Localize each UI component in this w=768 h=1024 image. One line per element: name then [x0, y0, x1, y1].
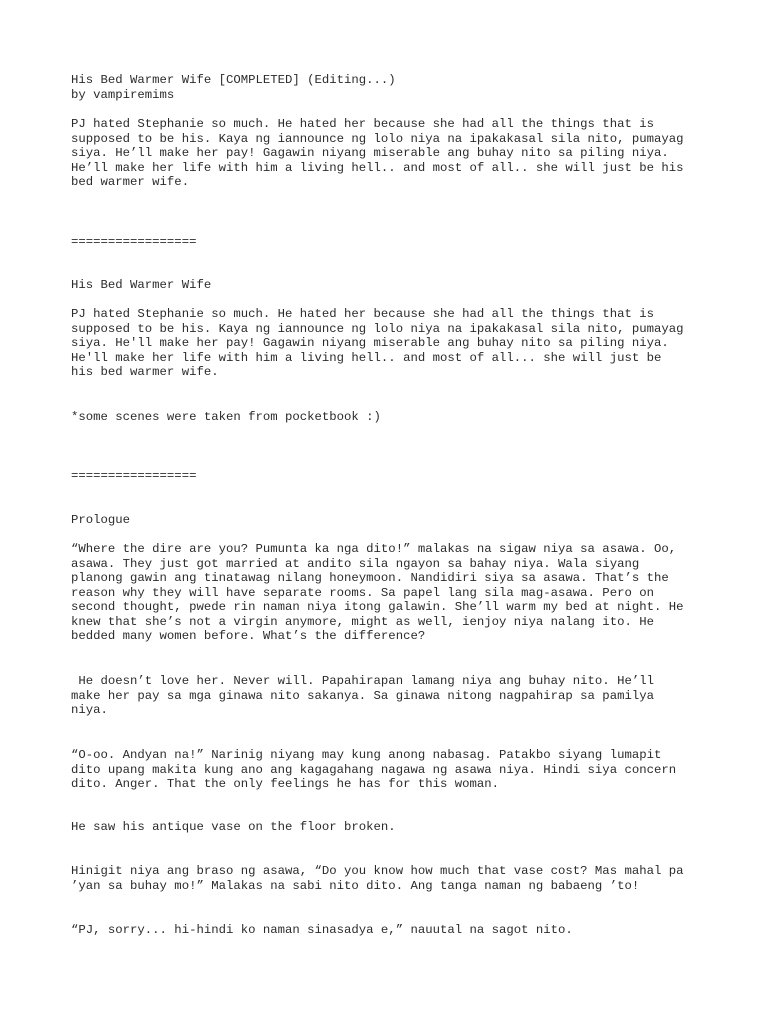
synopsis-1-line: He’ll make her life with him a living hell.. and most of all.. she will just be his [71, 160, 684, 175]
synopsis-2-line: supposed to be his. Kaya ng iannounce ng lolo niya na ipakakasal sila nito, pumayag [71, 321, 684, 336]
paragraph-2 [71, 674, 654, 718]
synopsis-1-line: PJ hated Stephanie so much. He hated her because she had all the things that is [71, 117, 654, 131]
synopsis-block-1 [71, 117, 684, 190]
note-line: *some scenes were taken from pocketbook :) [71, 410, 381, 424]
paragraph-4 [71, 820, 396, 835]
synopsis-1-line: siya. He’ll make her pay! Gagawin niyang miserable ang buhay nito sa piling niya. [71, 146, 669, 160]
prologue-heading-line: Prologue [71, 513, 131, 527]
synopsis-2-line: PJ hated Stephanie so much. He hated her because she had all the things that is [71, 307, 654, 321]
paragraph-1-line: bedded many women before. What’s the difference? [71, 629, 426, 643]
synopsis-1-line: supposed to be his. Kaya ng iannounce ng lolo niya na ipakakasal sila nito, pumayag [71, 131, 684, 146]
paragraph-4-line: He saw his antique vase on the floor broken. [71, 820, 396, 834]
paragraph-3-line: dito upang makita kung ano ang kagagahang nagawa ng asawa niya. Hindi siya concern [71, 762, 677, 777]
document-header [71, 73, 396, 102]
separator-line: ================= [71, 235, 197, 249]
prologue-heading [71, 513, 130, 528]
paragraph-1-line: reason why they will have separate rooms. Sa papel lang sila mag-asawa. Pero on [71, 585, 654, 600]
synopsis-2-line: He'll make her life with him a living hell.. and most of all... she will just be [71, 350, 662, 365]
author-byline: by vampiremims [71, 87, 175, 102]
paragraph-1-line: second thought, pwede rin naman niya itong galawin. She’ll warm my bed at night. He [71, 600, 684, 614]
paragraph-3-line: “O-oo. Andyan na!” Narinig niyang may kung anong nabasag. Patakbo siyang lumapit [71, 748, 662, 762]
paragraph-1-line: asawa. They just got married at andito sila ngayon sa bahay niya. Wala siyang [71, 556, 640, 571]
note-block [71, 410, 381, 425]
paragraph-2-line: make her pay sa mga ginawa nito sakanya. Sa ginawa nitong nagpahirap sa pamilya [71, 688, 654, 703]
paragraph-1-line: planong gawin ang tinatawag nilang honeymoon. Nandidiri siya sa asawa. That’s the [71, 571, 669, 585]
synopsis-2-line: siya. He'll make her pay! Gagawin niyang miserable ang buhay nito sa piling niya. [71, 336, 669, 350]
section-title-line: His Bed Warmer Wife [71, 278, 212, 292]
synopsis-2-line: his bed warmer wife. [71, 365, 219, 379]
paragraph-6 [71, 923, 573, 938]
synopsis-block-2 [71, 307, 684, 380]
paragraph-1-line: “Where the dire are you? Pumunta ka nga dito!” malakas na sigaw niya sa asawa. Oo, [71, 542, 677, 556]
paragraph-5-line: Hinigit niya ang braso ng asawa, “Do you know how much that vase cost? Mas mahal pa [71, 864, 684, 878]
paragraph-5-line: ’yan sa buhay mo!” Malakas na sabi nito dito. Ang tanga naman ng babaeng ’to! [71, 878, 640, 893]
paragraph-6-line: “PJ, sorry... hi-hindi ko naman sinasadya e,” nauutal na sagot nito. [71, 923, 573, 937]
paragraph-3-line: dito. Anger. That the only feelings he has for this woman. [71, 777, 500, 791]
synopsis-1-line: bed warmer wife. [71, 175, 190, 189]
paragraph-1 [71, 542, 684, 644]
paragraph-2-line: niya. [71, 703, 108, 717]
separator-2 [71, 469, 196, 484]
separator-1 [71, 235, 196, 250]
paragraph-1-line: knew that she’s not a virgin anymore, might as well, ienjoy niya nalang ito. He [71, 614, 654, 629]
separator-line: ================= [71, 469, 197, 483]
paragraph-2-line: He doesn’t love her. Never will. Papahirapan lamang niya ang buhay nito. He’ll [71, 674, 654, 688]
paragraph-5 [71, 864, 684, 893]
story-title-line: His Bed Warmer Wife [COMPLETED] (Editing...) [71, 73, 396, 87]
section-title [71, 278, 211, 293]
paragraph-3 [71, 748, 676, 792]
